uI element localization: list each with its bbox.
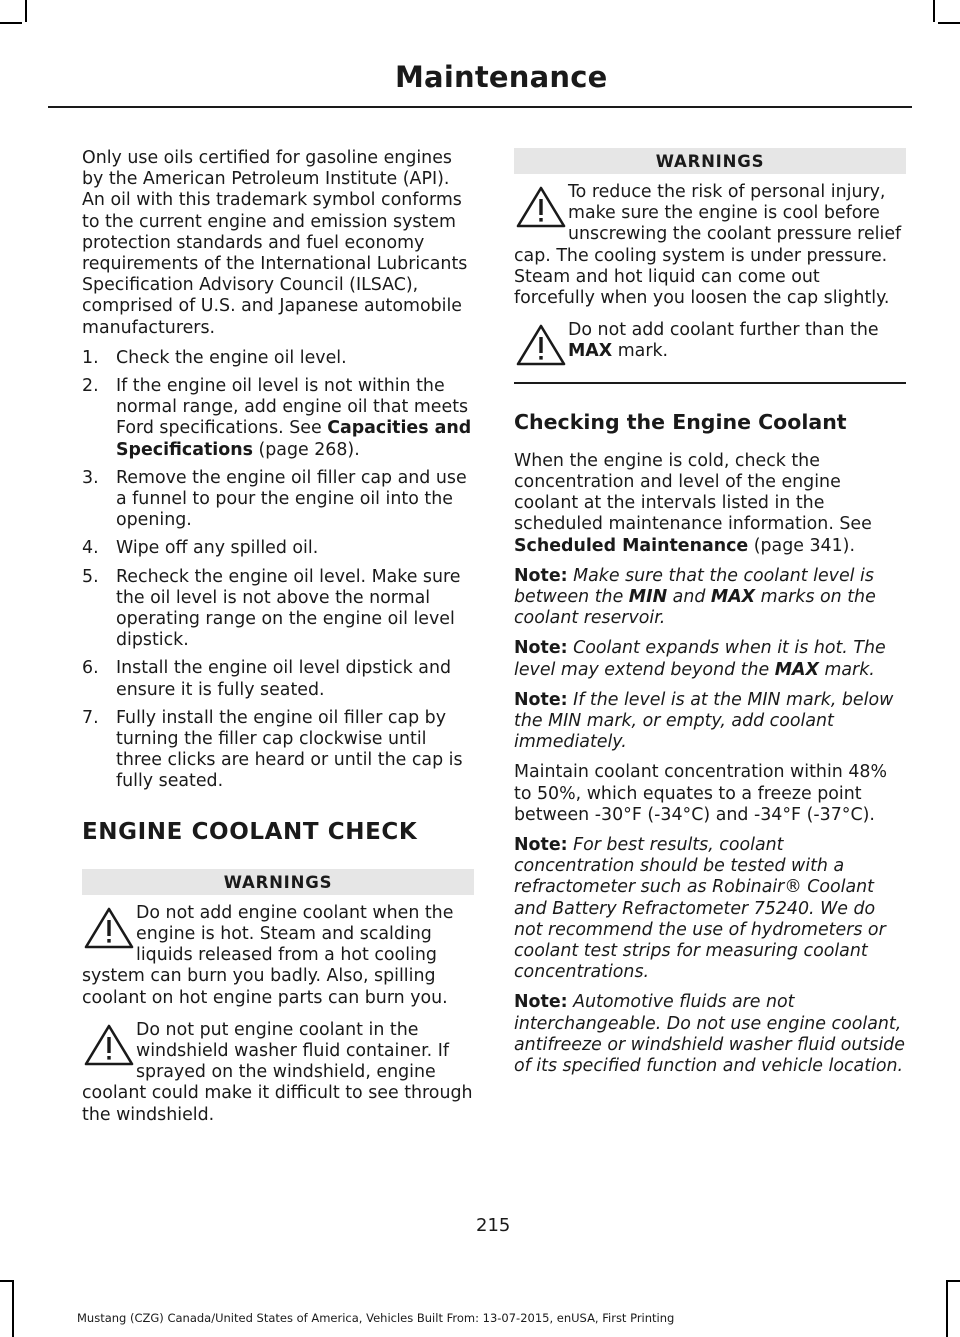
- crop-mark: [946, 1280, 960, 1282]
- warning-triangle-icon: [82, 903, 136, 953]
- note: Note: Automotive fluids are not interchangeable. Do not use engine coolant, antifreeze or windshield washer fluid outside of its specified function and vehicle location.: [514, 992, 905, 1076]
- list-item: 1. Check the engine oil level.: [82, 347, 347, 368]
- crop-mark: [0, 1280, 14, 1282]
- warning-triangle-icon: [82, 1020, 136, 1070]
- note: Note: Coolant expands when it is hot. The level may extend beyond the MAX mark.: [514, 638, 886, 680]
- warnings-header: WARNINGS: [82, 869, 474, 895]
- paragraph: When the engine is cold, check the concentration and level of the engine coolant at the intervals listed in the scheduled maintenance information. See Scheduled Maintenance (page 341).: [514, 450, 872, 556]
- right-column: [514, 148, 906, 1086]
- warnings-end-rule: [514, 382, 906, 384]
- list-item: 2. If the engine oil level is not within the normal range, add engine oil that meets Ford specifications. See Capacities and Specifications (page 268).: [82, 376, 472, 460]
- warning-block: To reduce the risk of personal injury, make sure the engine is cool before unscrewing the coolant pressure relief cap. The cooling system is under pressure. Steam and hot liquid can come out forcefully when you loosen the cap slightly.: [514, 182, 902, 309]
- left-column: [82, 148, 474, 1137]
- header-rule: [48, 106, 912, 108]
- warning-block: Do not add engine coolant when the engine is hot. Steam and scalding liquids released from a hot cooling system can burn you badly. Also, spilling coolant on hot engine parts can burn you.: [82, 902, 454, 1008]
- subheading: Checking the Engine Coolant: [514, 409, 847, 434]
- capacities-link[interactable]: Capacities and Specifications: [116, 418, 472, 460]
- crop-mark: [933, 0, 935, 22]
- list-item: 5. Recheck the engine oil level. Make sure the oil level is not above the normal operating range on the engine oil level dipstick.: [82, 566, 461, 651]
- note: Note: Make sure that the coolant level is between the MIN and MAX marks on the coolant reservoir.: [514, 565, 876, 629]
- crop-mark: [25, 0, 27, 22]
- section-heading: ENGINE COOLANT CHECK: [82, 818, 418, 845]
- crop-mark: [946, 1282, 948, 1337]
- list-item: 3. Remove the engine oil filler cap and use a funnel to pour the engine oil into the opening.: [82, 467, 467, 531]
- paragraph: Maintain coolant concentration within 48% to 50%, which equates to a freeze point between -30°F (-34°C) and -34°F (-37°C).: [514, 762, 887, 825]
- intro-paragraph: Only use oils certified for gasoline engines by the American Petroleum Institute (API). An oil with this trademark symbol conforms to the current engine and emission system protection standards and fuel economy requirements of the International Lubricants Specification Advisory Council (ILSAC), comprised of U.S. and Japanese automobile manufacturers.: [82, 148, 468, 338]
- oil-steps-list: [82, 348, 474, 793]
- list-item: 6. Install the engine oil level dipstick and ensure it is fully seated.: [82, 658, 451, 700]
- warning-triangle-icon: [514, 320, 568, 370]
- warning-block: Do not add coolant further than the MAX mark.: [514, 320, 906, 370]
- note: Note: For best results, coolant concentration should be tested with a refractometer such as Robinair® Coolant and Battery Refractometer 75240. We do not recommend the use of hydrometers or coolant test strips for measuring coolant concentrations.: [514, 834, 886, 983]
- crop-mark: [12, 1282, 14, 1337]
- warning-triangle-icon: [514, 182, 568, 232]
- list-item: 7. Fully install the engine oil filler cap by turning the filler cap clockwise until three clicks are heard or until the cap is fully seated.: [82, 707, 463, 792]
- note: Note: If the level is at the MIN mark, below the MIN mark, or empty, add coolant immediately.: [514, 689, 894, 753]
- warning-block: Do not put engine coolant in the windshield washer fluid container. If sprayed on the windshield, engine coolant could make it difficult to see through the windshield.: [82, 1019, 473, 1125]
- list-item: 4. Wipe off any spilled oil.: [82, 538, 319, 559]
- warnings-header: WARNINGS: [514, 148, 906, 174]
- scheduled-maintenance-link[interactable]: Scheduled Maintenance: [514, 535, 749, 556]
- footer: Mustang (CZG) Canada/United States of America, Vehicles Built From: 13-07-2015, enUSA, First Printing: [77, 1311, 675, 1325]
- crop-mark: [0, 22, 22, 24]
- crop-mark: [938, 22, 960, 24]
